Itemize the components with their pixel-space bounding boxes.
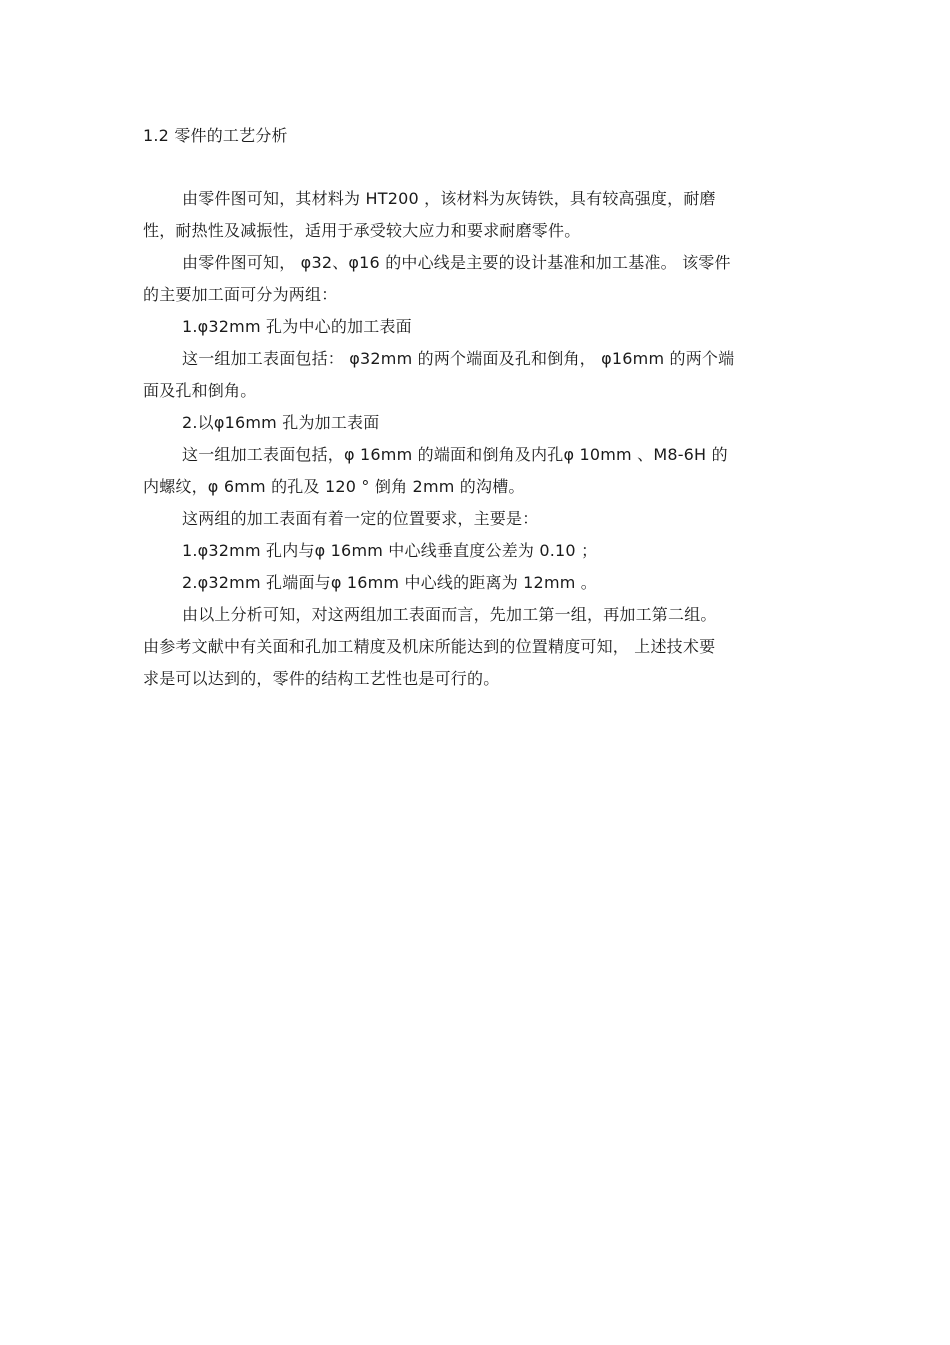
paragraph-line: 由以上分析可知，对这两组加工表面而言，先加工第一组，再加工第二组。 [182, 605, 717, 624]
paragraph-line: 这一组加工表面包括： φ32mm 的两个端面及孔和倒角， φ16mm 的两个端 [182, 349, 735, 368]
paragraph-line: 性，耐热性及减振性，适用于承受较大应力和要求耐磨零件。 [143, 221, 581, 240]
paragraph-line: 由零件图可知， φ32、φ16 的中心线是主要的设计基准和加工基准。 该零件 [182, 253, 731, 272]
paragraph-line: 由参考文献中有关面和孔加工精度及机床所能达到的位置精度可知， 上述技术要 [143, 637, 716, 656]
list-item: 2.φ32mm 孔端面与φ 16mm 中心线的距离为 12mm 。 [182, 573, 597, 592]
paragraph-line: 由零件图可知，其材料为 HT200 ，该材料为灰铸铁，具有较高强度，耐磨 [182, 189, 716, 208]
list-item: 2.以φ16mm 孔为加工表面 [182, 413, 380, 432]
paragraph-line: 这两组的加工表面有着一定的位置要求，主要是： [182, 509, 539, 528]
paragraph-line: 内螺纹，φ 6mm 的孔及 120 ° 倒角 2mm 的沟槽。 [143, 477, 525, 496]
paragraph-line: 的主要加工面可分为两组： [143, 285, 338, 304]
paragraph-line: 这一组加工表面包括，φ 16mm 的端面和倒角及内孔φ 10mm 、M8-6H 的 [182, 445, 728, 464]
paragraph-line: 求是可以达到的，零件的结构工艺性也是可行的。 [143, 669, 500, 688]
list-item: 1.φ32mm 孔为中心的加工表面 [182, 317, 412, 336]
list-item: 1.φ32mm 孔内与φ 16mm 中心线垂直度公差为 0.10 ； [182, 541, 598, 560]
section-heading: 1.2 零件的工艺分析 [143, 126, 288, 145]
paragraph-line: 面及孔和倒角。 [143, 381, 257, 400]
